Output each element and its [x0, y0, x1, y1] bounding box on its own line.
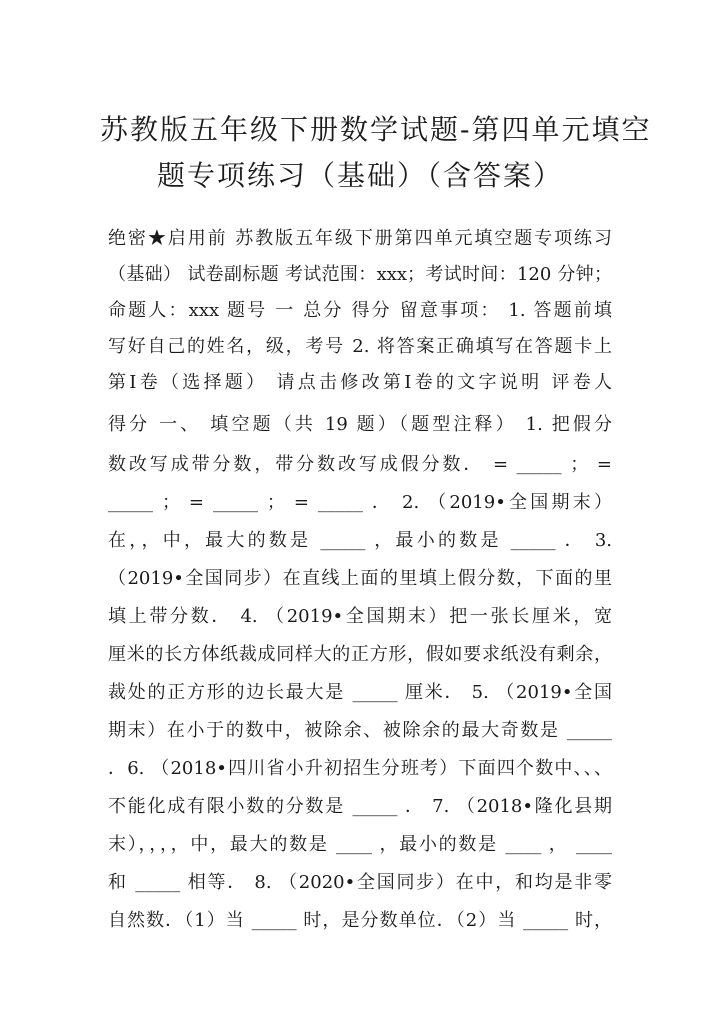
body-line: 第Ⅰ卷（选择题） 请点击修改第Ⅰ卷的文字说明 评卷人 — [108, 372, 612, 393]
body-line: （2019•全国同步）在直线上面的里填上假分数，下面的里 — [108, 568, 612, 589]
document-title-line-2: 题专项练习（基础）（含答案） — [156, 159, 563, 192]
body-line: 命题人：xxx 题号 一 总分 得分 留意事项： 1. 答题前填 — [108, 300, 612, 321]
body-line: （基础） 试卷副标题 考试范围：xxx；考试时间：120 分钟； — [108, 264, 612, 285]
body-line: 厘米的长方体纸裁成同样大的正方形，假如要求纸没有剩余， — [108, 644, 612, 665]
body-line: 得分 一、 填空题（共 19 题）（题型注释） 1. 把假分 — [108, 414, 612, 435]
body-line: 在，，中，最大的数是 _____ ，最小的数是 _____ ． 3. — [108, 530, 612, 551]
body-line: 期末）在小于的数中，被除余、被除余的最大奇数是 _____ — [108, 720, 612, 741]
body-line: 绝密★启用前 苏教版五年级下册第四单元填空题专项练习 — [108, 228, 612, 249]
body-line: 自然数．（1）当 _____ 时，是分数单位．（2）当 _____ 时， — [108, 910, 612, 931]
body-line: 和 _____ 相等． 8. （2020•全国同步）在中，和均是非零 — [108, 872, 612, 893]
body-line: _____ ； = _____ ； = _____ ． 2. （2019•全国期末） — [108, 492, 612, 513]
body-line: 不能化成有限小数的分数是 _____ ． 7. （2018•隆化县期 — [108, 796, 612, 817]
body-line: ．6. （2018•四川省小升初招生分班考）下面四个数中、、、 — [108, 758, 612, 779]
body-line: 裁处的正方形的边长最大是 _____ 厘米． 5. （2019•全国 — [108, 682, 612, 703]
body-line: 数改写成带分数，带分数改写成假分数． = _____ ； = — [108, 454, 612, 475]
document-title-line-1: 苏教版五年级下册数学试题-第四单元填空 — [100, 113, 652, 146]
body-line: 写好自己的姓名，级，考号 2. 将答案正确填写在答题卡上 — [108, 336, 612, 357]
body-line: 填上带分数． 4. （2019•全国期末）把一张长厘米，宽 — [108, 606, 612, 627]
body-line: 末），，，，中，最大的数是 ____ ，最小的数是 ____ ， ____ — [108, 834, 612, 855]
